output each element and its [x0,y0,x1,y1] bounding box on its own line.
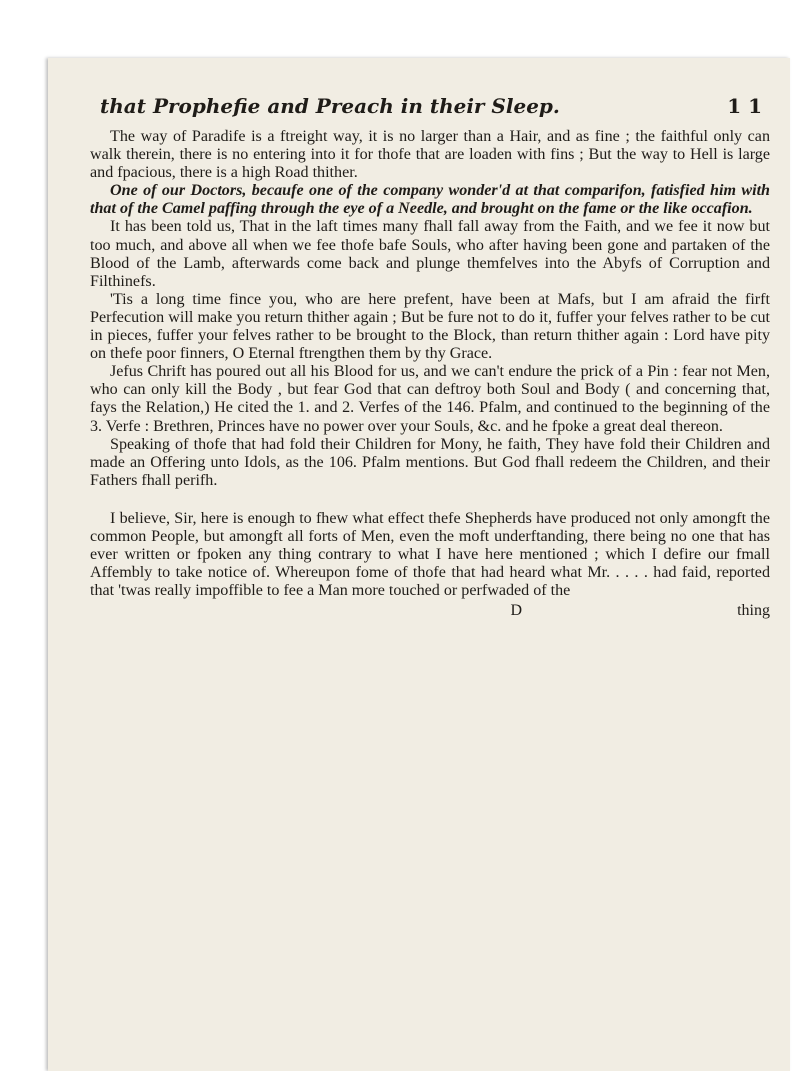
paragraph: I believe, Sir, here is enough to fhew what effect thefe Shepherds have produced not only amongft the common People, but amongft all forts of Men, even the moft underftanding, there being no one that has ever written or fpoken any thing contrary to what I have here mentioned ; which I defire our fmall Affembly to take notice of. Whereupon fome of thofe that had heard what Mr. . . . . had faid, reported that 'twas really impoffible to fee a Man more touched or perfwaded of the [90,509,770,600]
paragraph-gap [90,490,770,510]
running-title: that Prophefie and Preach in their Sleep. [100,94,560,118]
signature-mark: D [510,602,523,620]
page-footer [90,602,770,620]
running-header [90,94,770,118]
paragraph: Jefus Chrift has poured out all his Blood for us, and we can't endure the prick of a Pin : fear not Men, who can only kill the Body , but fear God that can deftroy both Soul and Body ( and concerning that, fays the Relation,) He cited the 1. and 2. Verfes of the 146. Pfalm, and continued to the beginning of the 3. Verfe : Brethren, Princes have no power over your Souls, &c. and he fpoke a great deal thereon. [90,363,770,435]
italic-paragraph: One of our Doctors, becaufe one of the company wonder'd at that comparifon, fatisfied him with that of the Camel paffing through the eye of a Needle, and brought on the fame or the like occafion. [90,182,770,218]
paragraph: Speaking of thofe that had fold their Children for Mony, he faith, They have fold their Children and made an Offering unto Idols, as the 106. Pfalm mentions. But God fhall redeem the Children, and their Fathers fhall perifh. [90,435,770,489]
page-content [90,94,770,620]
catchword: thing [737,602,770,620]
paragraph: It has been told us, That in the laft times many fhall fall away from the Faith, and we fee it now but too much, and above all when we fee thofe bafe Souls, who after having been gone and partaken of the Blood of the Lamb, afterwards come back and plunge themfelves into the Abyfs of Corruption and Filthinefs. [90,218,770,290]
paragraph: 'Tis a long time fince you, who are here prefent, have been at Mafs, but I am afraid the firft Perfecution will make you return thither again ; But be fure not to do it, fuffer your felves rather to be cut in pieces, fuffer your felves rather to be brought to the Block, than return thither again : Lord have pity on thefe poor finners, O Eternal ftrengthen them by thy Grace. [90,290,770,363]
paragraph: The way of Paradife is a ftreight way, it is no larger than a Hair, and as fine ; the faithful only can walk therein, there is no entering into it for thofe that are loaden with fins ; But the way to Hell is large and fpacious, there is a high Road thither. [90,128,770,182]
page-number: 1 1 [727,94,762,118]
